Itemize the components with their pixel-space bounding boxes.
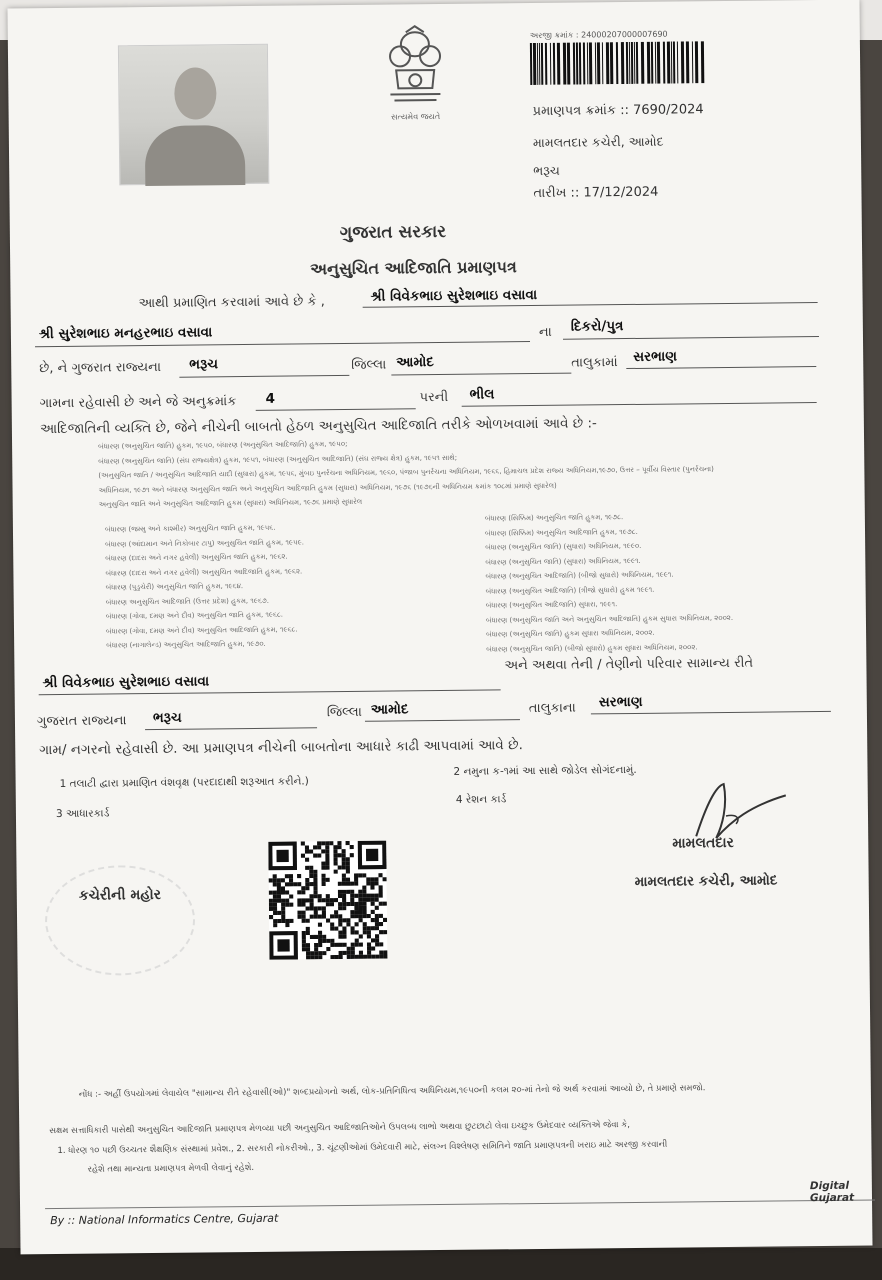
relation: દિકરો/પુત્ર: [570, 318, 624, 335]
resident-name: શ્રી વિવેકભાઇ સુરેશભાઇ વસાવા: [42, 673, 210, 692]
government-title: ગુજરાત સરકાર: [339, 221, 447, 244]
father-name-line: [35, 341, 530, 347]
order-item: બંધારણ (દાદરા અને નગર હવેલી) અનુસુચિત જાતિ હુકમ, ૧૯૬૨.: [105, 552, 288, 563]
certify-prefix: આથી પ્રમાણિત કરવામાં આવે છે કે ,: [138, 294, 325, 312]
order-item: અનુસુચિત જાતિ અને અનુસુચિત આદિજાતિ હુકમ (સુધારા) અધિનિયમ, ૧૯૭૬ પ્રમાણે સુધારેલ: [98, 497, 363, 509]
order-item: બંધારણ (ગોવા, દમણ અને દીવ) અનુસુચિત જાતિ હુકમ, ૧૯૬૮.: [105, 610, 284, 621]
residence-jilla-value: આમોદ: [370, 701, 409, 718]
applicant-photo: [118, 44, 269, 186]
order-item: બંધારણ (જમ્મુ અને કાશ્મીર) અનુસુચિત જાતિ હુકમ, ૧૯૫૬.: [104, 523, 276, 534]
order-item: બંધારણ (અનુસુચિત જાતિ) (સંઘ રાજ્યક્ષેત્ર) હુકમ, ૧૯૫૧, બંધારણ (અનુસુચિત આદિજાતિ) (સંઘ રાજ્ય ક્ષેત્ર) હુકમ, ૧૯૫૧ સાથે;: [98, 453, 458, 466]
emblem-caption: સત્યમેવ જયતે: [391, 111, 441, 122]
order-item: અધિનિયમ, ૧૯૭૧ અને બંધારણ અનુસુચિત જાતિ અને અનુસુચિત આદિજાતિ હુકમ (સુધારા) અધિનિયમ, ૧૯૭૬ (૧૯૭૬ની અધિનિયમ ક્રમાંક ૧૦૮માં પ્રમાણે સુધારેલ): [98, 481, 557, 495]
certificate-title: અનુસુચિત આદિજાતિ પ્રમાણપત્ર: [310, 257, 517, 279]
serial-line: [256, 408, 416, 411]
orders-left-list: [105, 519, 466, 653]
national-emblem-icon: [376, 22, 455, 123]
order-item: બંધારણ (અનુસુચિત જાતિ) હુકમ, ૧૯૫૦, બંધારણ (અનુસુચિત આદિજાતિ) હુકમ, ૧૯૫૦;: [98, 439, 348, 451]
jilla-label: જિલ્લા: [351, 357, 387, 373]
order-item: બંધારણ (અનુસુચિત આદિજાતિ) (બીજો સુધારો) અધિનિયમ, ૧૯૯૧.: [485, 570, 674, 581]
signatory-office: મામલતદાર કચેરી, આમોદ: [634, 872, 778, 890]
residence-taluka-value: સરભાણ: [598, 693, 643, 711]
certificate-paper: [7, 0, 872, 1254]
digital-gujarat-brand: Digital Gujarat: [809, 1179, 855, 1205]
application-number: અરજી ક્રમાંક : 24000207000007690: [529, 29, 668, 41]
order-item: બંધારણ અનુસુચિત આદિજાતિ (ઉત્તર પ્રદેશ) હુકમ, ૧૯૬૭.: [105, 596, 269, 606]
taluka-label: તાલુકામાં: [571, 355, 618, 371]
note-1: નોંધ :- અહીં ઉપયોગમાં લેવાયેલ "સામાન્ય રીતે રહેવાસી(ઓ)" શબ્દપ્રયોગનો અર્થ, લોક-પ્રતિનિધિત્વ અધિનિયમ,૧૯૫૦ની કલમ ૨૦-માં તેનો જે અર્થ કરવામાં આવ્યો છે, તે પ્રમાણે સમજો.: [78, 1083, 706, 1100]
order-item: બંધારણ (નાગાલેન્ડ) અનુસુચિત આદિજાતિ હુકમ, ૧૯૭૦.: [106, 639, 266, 650]
order-item: બંધારણ (અનુસુચિત જાતિ) (સુધારા) અધિનિયમ, ૧૯૯૦.: [485, 541, 642, 552]
state-district-line: [179, 375, 349, 378]
taluka-line: [626, 366, 816, 369]
note-3: 1. ધોરણ ૧૦ પછી ઉચ્ચતર શૈક્ષણિક સંસ્થામાં પ્રવેશ., 2. સરકારી નોકરીઓ., 3. ચૂંટણીઓમાં ઉમેદવારી માટે, સંલગ્ન વિશ્લેષણ સમિતિને જાતિ પ્રમાણપત્રની ખરાઇ માટે અરજી કરવાની: [57, 1139, 668, 1157]
order-item: બંધારણ (સિક્કિમ) અનુસુચિત જાતિ હુકમ, ૧૯૭૮.: [484, 513, 624, 523]
note-4: રહેશે તથા માન્યતા પ્રમાણપત્ર મેળવી લેવાનું રહેશે.: [87, 1162, 255, 1175]
document-item: 3 આધારકાર્ડ: [55, 807, 110, 821]
signatory-designation: મામલતદાર: [672, 834, 734, 852]
order-item: (અનુસુચિત જાતિ / અનુસુચિત આદિજાતિ યાદી (સુધારા) હુકમ, ૧૯૫૬, મુંબઇ પુનર્રચના અધિનિયમ, ૧૯૬૦, પંજાબ પુનર્રચના અધિનિયમ, ૧૯૬૬, હિમાચલ પ્રદેશ રાજ્ય અધિનિયમ,૧૯૭૦, ઉત્તર – પૂર્વીય વિસ્તાર (પુનર્રચના): [98, 465, 714, 480]
residence-taluka-line: [591, 711, 831, 715]
order-item: બંધારણ (પુડુચેરી) અનુસુચિત જાતિ હુકમ, ૧૯૬૪.: [105, 582, 244, 592]
tribe-line: [462, 402, 817, 407]
document-item: 1 તલાટી દ્વારા પ્રમાણિત વંશવૃક્ષ (પરદાદાથી શરૂઆત કરીને.): [59, 775, 309, 790]
residence-jilla-label: જિલ્લા: [326, 704, 362, 721]
jilla-line: [391, 373, 571, 376]
qr-code: [268, 841, 387, 960]
order-item: બંધારણ (અનુસુચિત જાતિ) (સુધારા) અધિનિયમ, ૧૯૯૧.: [485, 556, 641, 567]
residence-jilla-line: [365, 719, 520, 722]
father-name: શ્રી સુરેશભાઇ મનહરભાઇ વસાવા: [38, 324, 213, 343]
document-item: 2 નમુના ક-૧માં આ સાથે જોડેલ સોગંદનામું.: [453, 763, 637, 778]
order-item: બંધારણ (અનુસુચિત જાતિ) (બીજો સુધારો) હુકમ સુધારા અધિનિયમ, ૨૦૦૨.: [486, 642, 698, 654]
issuing-office: મામલતદાર કચેરી, આમોદ: [532, 133, 664, 150]
applicant-name: શ્રી વિવેકભાઇ સુરેશભાઇ વસાવા: [370, 286, 538, 305]
tribe-sentence: આદિજાતિની વ્યક્તિ છે, જેને નીચેની બાબતો હેઠળ અનુસુચિત આદિજાતિ તરીકે ઓળખવામાં આવે છે :-: [39, 415, 597, 438]
order-item: બંધારણ (અનુસુચિત જાતિ અને અનુસુચિત આદિજાતિ) હુકમ સુધારા અધિનિયમ, ૨૦૦૨.: [485, 613, 734, 625]
village-label: ગામના રહેવાસી છે અને જે અનુક્રમાંક: [39, 394, 237, 412]
relation-line: [563, 336, 819, 340]
tribe-name: ભીલ: [469, 386, 495, 403]
order-item: બંધારણ (દાદરા અને નગર હવેલી) અનુસુચિત આદિજાતિ હુકમ, ૧૯૬૨.: [105, 566, 303, 578]
family-text: અને અથવા તેની / તેણીનો પરિવાર સામાન્ય રીતે: [504, 655, 754, 674]
order-item: બંધારણ (અનુસુચિત આદિજાતિ) સુધારા, ૧૯૯૧.: [485, 600, 618, 610]
residence-state-prefix: ગુજરાત રાજ્યના: [36, 713, 127, 730]
village-sentence: ગામ/ નગરનો રહેવાસી છે. આ પ્રમાણપત્ર નીચેની બાબતોના આધારે કાઢી આપવામાં આવે છે.: [39, 737, 523, 759]
footer-divider: [45, 1199, 875, 1209]
stamp-label: કચેરીની મહોર: [78, 886, 162, 904]
residence-district-line: [145, 727, 317, 730]
order-item: બંધારણ (ગોવા, દમણ અને દીવ) અનુસુચિત આદિજાતિ હુકમ, ૧૯૬૮.: [105, 624, 298, 635]
residence-district: ભરૂચ: [152, 709, 182, 727]
state-prefix: છે, ને ગુજરાત રાજ્યના: [39, 359, 162, 377]
orders-full-list: [98, 432, 839, 512]
taluka-value: સરભાણ: [633, 348, 678, 365]
office-seal: [44, 865, 195, 977]
issue-date: તારીખ :: 17/12/2024: [533, 184, 659, 201]
orders-right-list: [485, 508, 846, 657]
par-label: પરની: [419, 389, 449, 406]
serial-number: 4: [265, 390, 276, 407]
state-district: ભરૂચ: [189, 356, 219, 373]
residence-taluka-label: તાલુકાના: [528, 700, 576, 717]
footer-credit: By :: National Informatics Centre, Gujarat: [50, 1211, 279, 1228]
document-item: 4 રેશન કાર્ડ: [455, 793, 507, 806]
order-item: બંધારણ (આંદામાન અને નિકોબાર ટાપુ) અનુસુચિત જાતિ હુકમ, ૧૯૫૯.: [105, 537, 305, 549]
jilla-value: આમોદ: [396, 354, 434, 371]
of-label: ના: [538, 324, 552, 340]
order-item: બંધારણ (અનુસુચિત આદિજાતિ) (ત્રીજો સુધારો) હુકમ ૧૯૯૧.: [485, 585, 655, 596]
order-item: બંધારણ (અનુસુચિત જાતિ) હુકમ સુધારા અધિનિયમ, ૨૦૦૨.: [486, 628, 655, 639]
order-item: બંધારણ (સિક્કિમ) અનુસુચિત આદિજાતિ હુકમ, ૧૯૭૮.: [484, 527, 638, 538]
issuing-district: ભરૂચ: [533, 162, 560, 178]
barcode: [528, 41, 708, 85]
note-2: સક્ષમ સત્તાધિકારી પાસેથી અનુસુચિત આદિજાતિ પ્રમાણપત્ર મેળવ્યા પછી અનુસુચિત આદિજાતિઓને ઉપલબ્ધ લાભો અથવા છુટછાટો લેવા ઇચ્છુક ઉમેદવાર વ્યક્તિએ જેવા કે,: [49, 1120, 631, 1137]
certificate-number: પ્રમાણપત્ર ક્રમાંક :: 7690/2024: [532, 102, 704, 120]
